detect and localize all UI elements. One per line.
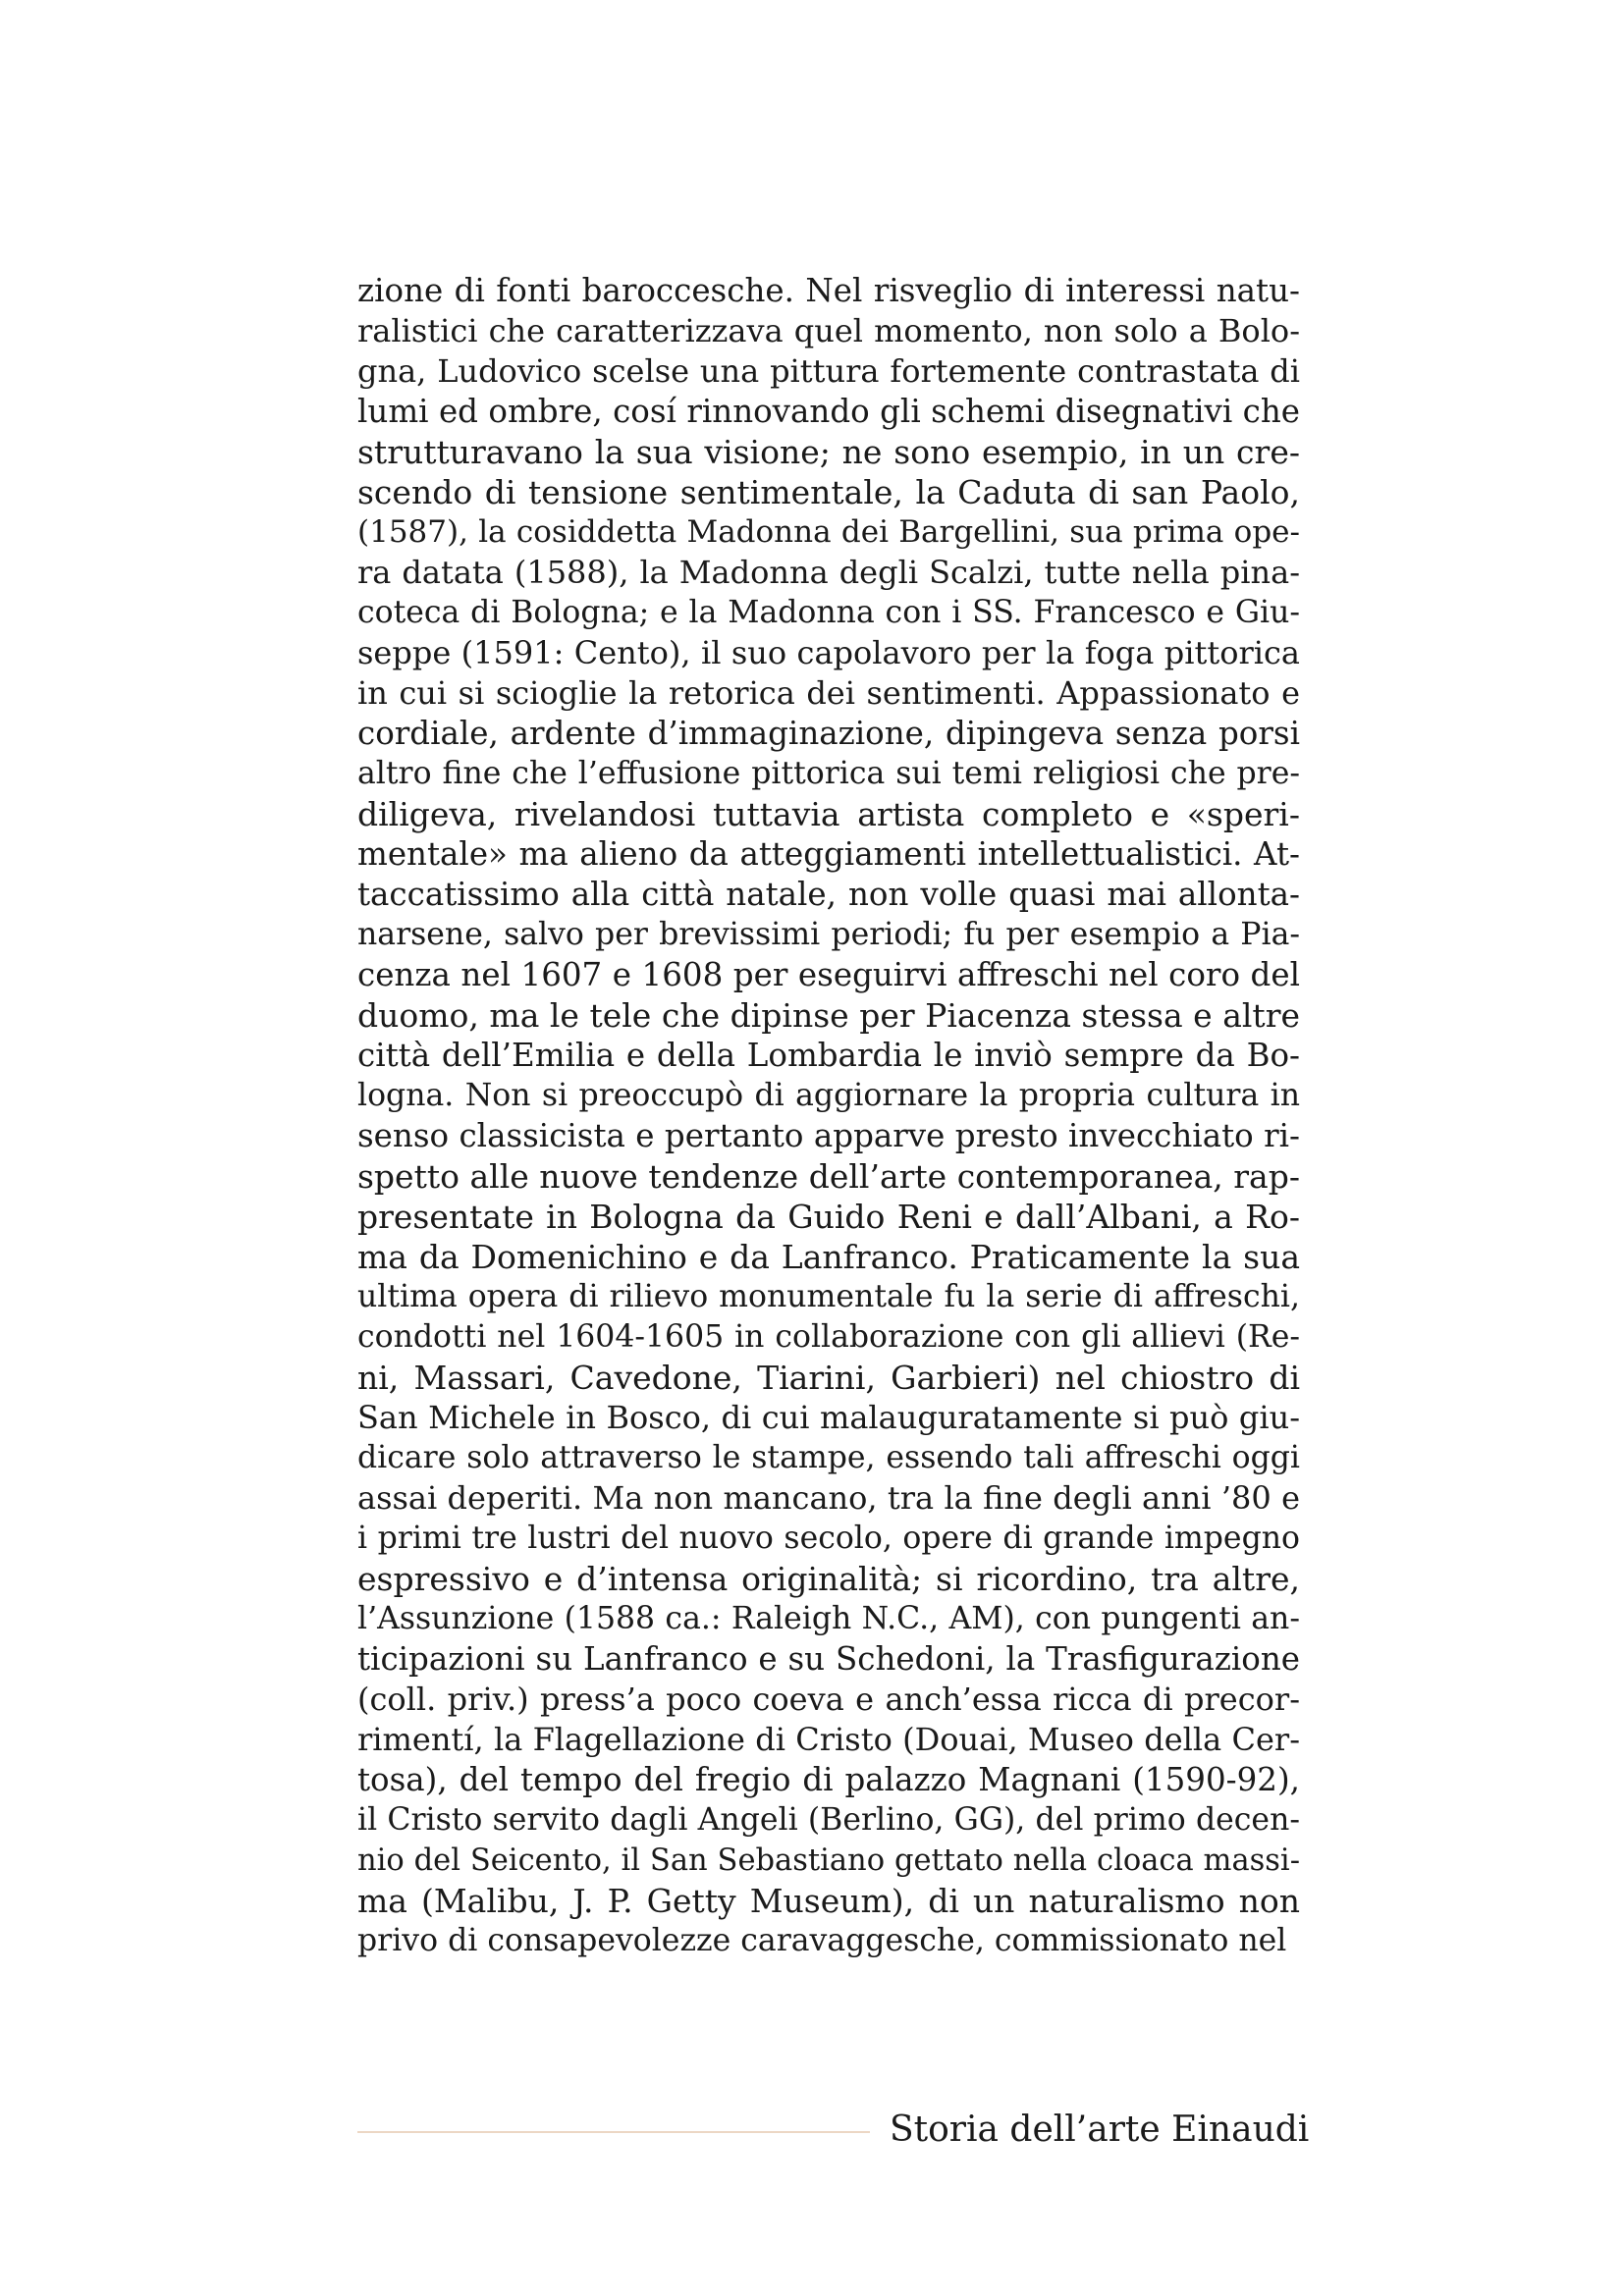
body-text <box>357 271 1300 1961</box>
text-line: zione di fonti baroccesche. Nel risveglio di interessi natu- <box>357 272 1300 309</box>
text-line: il Cristo servito dagli Angeli (Berlino, GG), del primo decen- <box>357 1802 1300 1838</box>
text-line: ma da Domenichino e da Lanfranco. Praticamente la sua <box>357 1238 1300 1276</box>
text-line: rimentí, la Flagellazione di Cristo (Douai, Museo della Cer- <box>357 1721 1300 1758</box>
text-line: cenza nel 1607 e 1608 per eseguirvi affreschi nel coro del <box>357 956 1300 993</box>
text-line: cordiale, ardente d’immaginazione, dipingeva senza porsi <box>357 715 1300 752</box>
text-line: dicare solo attraverso le stampe, essendo tali affreschi oggi <box>357 1440 1300 1475</box>
text-line: ma (Malibu, J. P. Getty Museum), di un naturalismo non <box>357 1882 1300 1920</box>
text-line: tosa), del tempo del fregio di palazzo Magnani (1590-92), <box>357 1761 1300 1798</box>
text-line: diligeva, rivelandosi tuttavia artista completo e «speri- <box>357 795 1300 833</box>
text-line: i primi tre lustri del nuovo secolo, opere di grande impegno <box>357 1521 1300 1556</box>
text-line: ralistici che caratterizzava quel momento, non solo a Bolo- <box>357 312 1300 349</box>
footer-title: Storia dell’arte Einaudi <box>890 2109 1310 2150</box>
text-line: (coll. priv.) press’a poco coeva e anch’essa ricca di precor- <box>357 1681 1300 1718</box>
text-line: (1587), la cosiddetta Madonna dei Bargellini, sua prima ope- <box>357 514 1300 550</box>
text-line: città dell’Emilia e della Lombardia le inviò sempre da Bo- <box>357 1037 1300 1074</box>
text-line: spetto alle nuove tendenze dell’arte contemporanea, rap- <box>357 1157 1300 1196</box>
text-line: scendo di tensione sentimentale, la Caduta di san Paolo, <box>357 473 1300 511</box>
text-line: condotti nel 1604-1605 in collaborazione con gli allievi (Re- <box>357 1319 1300 1355</box>
text-line: ultima opera di rilievo monumentale fu la serie di affreschi, <box>357 1279 1300 1314</box>
text-line: strutturavano la sua visione; ne sono esempio, in un cre- <box>357 433 1300 471</box>
text-line: ticipazioni su Lanfranco e su Schedoni, la Trasfigurazione <box>357 1640 1300 1678</box>
text-line: privo di consapevolezze caravaggesche, commissionato nel <box>357 1923 1287 1958</box>
text-line: ra datata (1588), la Madonna degli Scalzi, tutte nella pina- <box>357 554 1300 591</box>
text-line: assai deperiti. Ma non mancano, tra la fine degli anni ’80 e <box>357 1479 1300 1517</box>
text-line: narsene, salvo per brevissimi periodi; fu per esempio a Pia- <box>357 917 1300 952</box>
text-line: l’Assunzione (1588 ca.: Raleigh N.C., AM), con pungenti an- <box>357 1601 1300 1636</box>
text-line: presentate in Bologna da Guido Reni e dall’Albani, a Ro- <box>357 1198 1300 1236</box>
text-line: duomo, ma le tele che dipinse per Piacenza stessa e altre <box>357 996 1300 1035</box>
text-line: ni, Massari, Cavedone, Tiarini, Garbieri) nel chiostro di <box>357 1359 1300 1397</box>
text-line: logna. Non si preoccupò di aggiornare la propria cultura in <box>357 1078 1300 1113</box>
footer-divider <box>357 2131 870 2133</box>
text-line: altro fine che l’effusione pittorica sui temi religiosi che pre- <box>357 756 1300 791</box>
text-line: mentale» ma alieno da atteggiamenti intellettualistici. At- <box>357 835 1300 873</box>
text-line: taccatissimo alla città natale, non volle quasi mai allonta- <box>357 876 1300 913</box>
text-line: San Michele in Bosco, di cui malauguratamente si può giu- <box>357 1399 1300 1436</box>
text-line: espressivo e d’intensa originalità; si ricordino, tra altre, <box>357 1560 1300 1598</box>
text-line: lumi ed ombre, cosí rinnovando gli schemi disegnativi che <box>357 393 1300 430</box>
text-line: coteca di Bologna; e la Madonna con i SS. Francesco e Giu- <box>357 595 1300 630</box>
text-line: nio del Seicento, il San Sebastiano gettato nella cloaca massi- <box>357 1843 1300 1878</box>
text-line: in cui si scioglie la retorica dei sentimenti. Appassionato e <box>357 674 1300 712</box>
text-line: gna, Ludovico scelse una pittura fortemente contrastata di <box>357 352 1300 390</box>
text-line: senso classicista e pertanto apparve presto invecchiato ri- <box>357 1117 1300 1154</box>
text-line: seppe (1591: Cento), il suo capolavoro per la foga pittorica <box>357 634 1300 671</box>
